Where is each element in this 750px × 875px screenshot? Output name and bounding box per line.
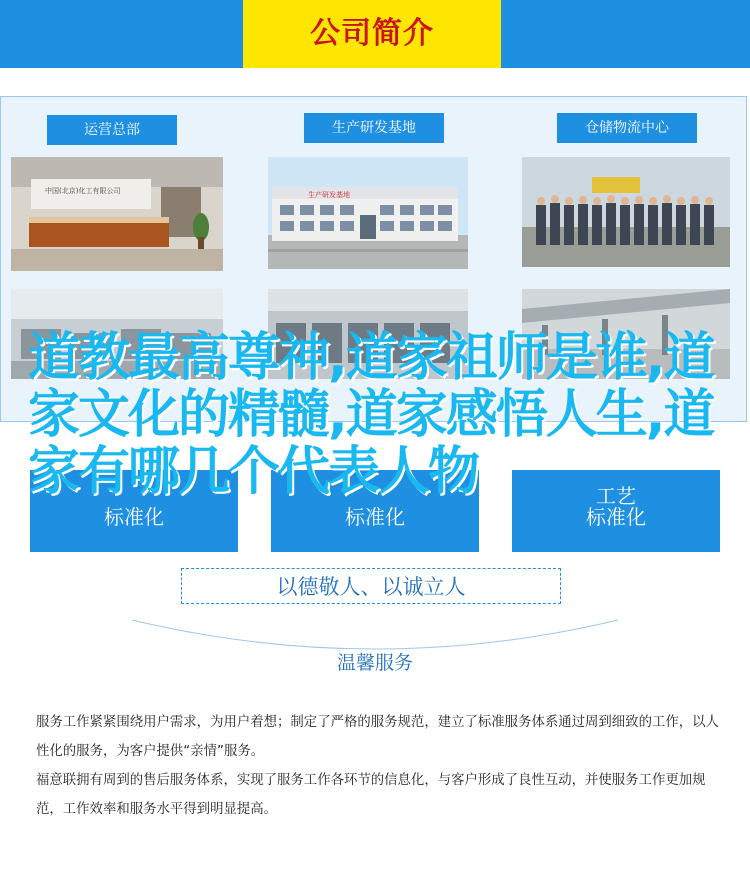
service-paragraph-1: 服务工作紧紧围绕用户需求，为用户着想；制定了严格的服务规范，建立了标准服务体系通过周到细致的工作，以人性化的服务，为客户提供“亲情”服务。 [36,715,719,759]
box-top-label-3: 工艺 [596,484,636,508]
label-rd-base: 生产研发基地 [304,113,444,143]
box-sub-label-1: 标准化 [104,505,164,529]
photo-team [522,157,730,267]
lobby-sign-text: 中国(北京)化工有限公司 [45,187,121,195]
box-sub-label-3: 标准化 [586,505,646,529]
motto-box: 以德敬人、以诚立人 [181,568,561,604]
label-operations-hq: 运营总部 [47,115,177,145]
service-paragraph-2: 福意联拥有周到的售后服务体系，实现了服务工作各环节的信息化，与客户形成了良性互动，并使服务工作更加规范，工作效率和服务水平得到明显提高。 [36,773,706,817]
building-sign-text: 生产研发基地 [308,191,350,199]
label-logistics-center: 仓储物流中心 [557,113,697,143]
photo-reception-lobby [11,157,223,271]
box-sub-label-2: 标准化 [345,505,405,529]
photo-rd-building [268,157,468,269]
page-title: 公司简介 [310,16,434,51]
service-title: 温馨服务 [336,652,413,674]
overlay-headline: 道教最高尊神,道家祖师是谁,道家文化的精髓,道家感悟人生,道家有哪几个代表人物 [28,328,714,502]
